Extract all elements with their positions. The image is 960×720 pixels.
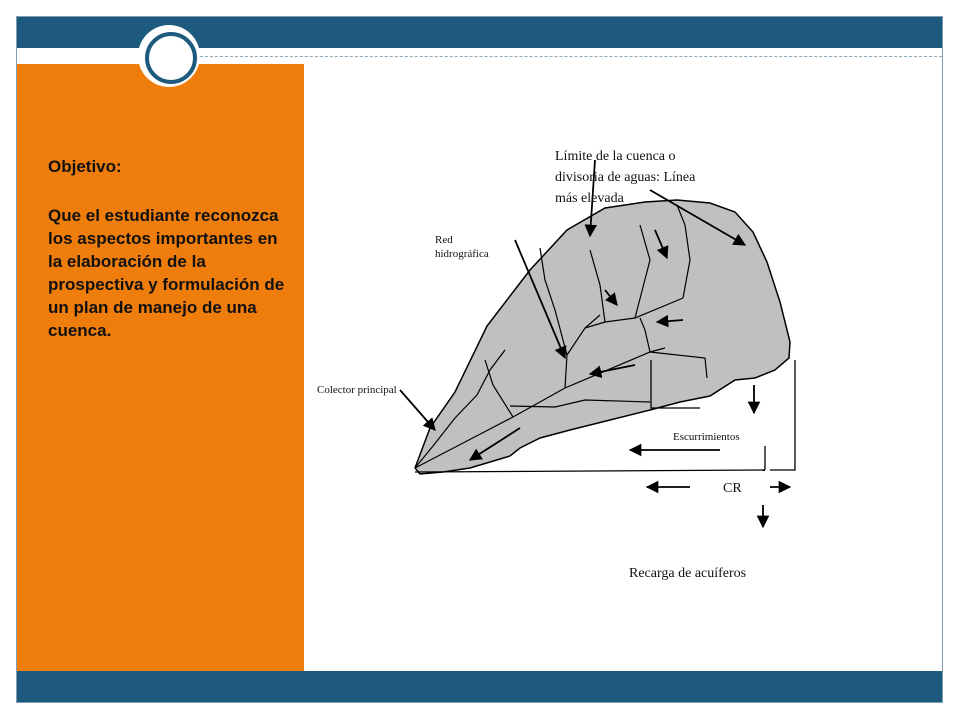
aquifer-recharge-label: Recarga de acuíferos (629, 566, 747, 581)
main-collector-label: Colector principal (317, 384, 397, 396)
header-divider (200, 56, 942, 57)
badge-ring (145, 32, 197, 84)
svg-text:hidrográfica: hidrográfica (435, 248, 489, 260)
svg-text:Red: Red (435, 234, 453, 246)
objective-text: Que el estudiante reconozca los aspectos importantes en la elaboración de la prospectiva y formulación de un plan de manejo de una cuenca. (48, 206, 285, 340)
cr-label: CR (723, 481, 742, 496)
svg-text:Límite de la cuenca o: Límite de la cuenca o (555, 149, 676, 164)
svg-text:más elevada: más elevada (555, 191, 624, 206)
circle-badge-icon (138, 25, 200, 87)
drainage-network-label (435, 234, 489, 260)
bottom-banner (17, 671, 942, 702)
runoff-label: Escurrimientos (673, 431, 740, 443)
sidebar-panel (17, 64, 304, 671)
objective-heading: Objetivo: (48, 157, 122, 176)
watershed-diagram (305, 130, 815, 590)
limit-label (555, 149, 696, 206)
svg-text:divisoria de aguas: Línea: divisoria de aguas: Línea (555, 170, 696, 185)
